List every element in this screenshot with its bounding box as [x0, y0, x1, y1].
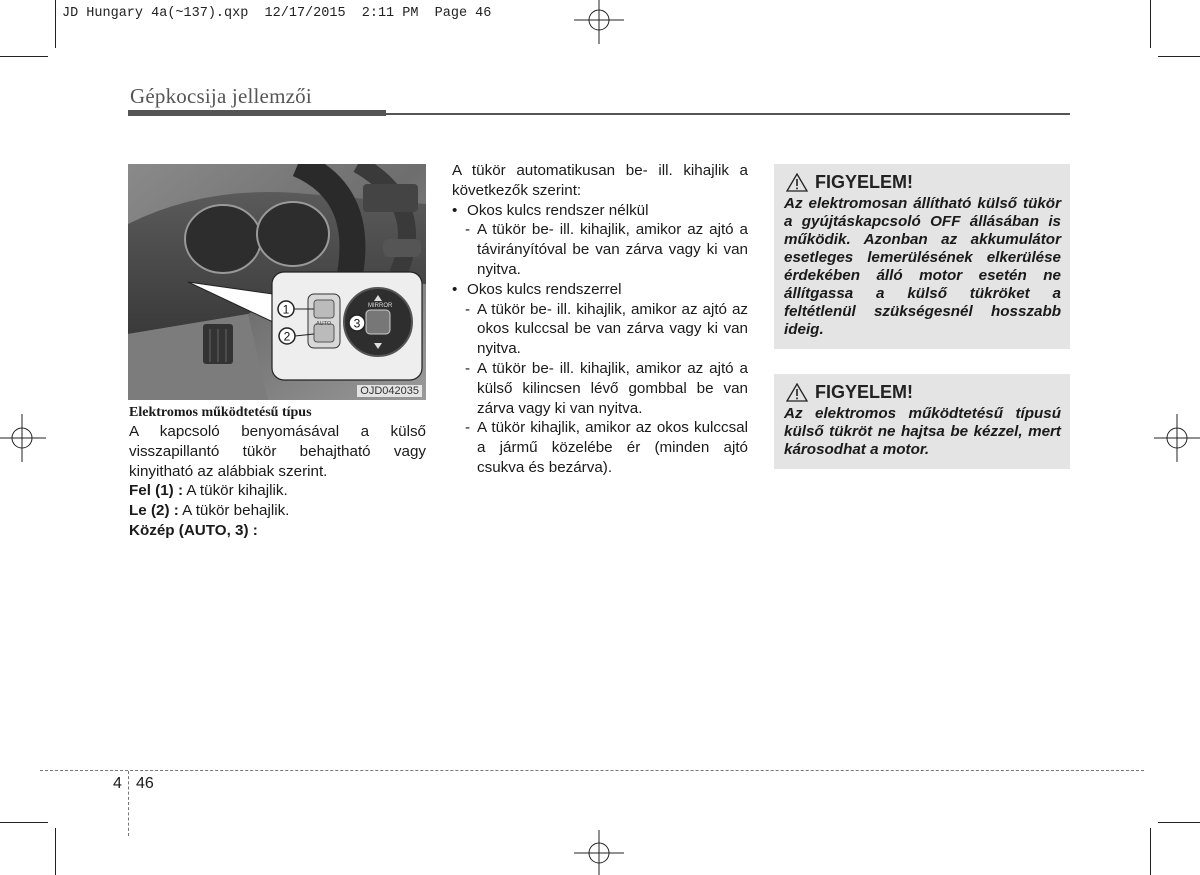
list-item: Közép (AUTO, 3) :: [129, 521, 258, 539]
dashboard-illustration: [128, 164, 426, 400]
warning-title: FIGYELEM!: [815, 382, 913, 402]
warning-header: [786, 382, 1070, 403]
figure-code: OJD042035: [357, 385, 422, 397]
chapter-number: 4: [113, 775, 122, 792]
mirror-switch-photo: [128, 164, 426, 400]
subsection-title: Elektromos működtetésű típus: [129, 405, 312, 420]
page-number: 46: [136, 775, 154, 792]
header-rule-thick: [128, 110, 386, 116]
warning-box: [774, 374, 1070, 469]
callout-2: 2: [283, 329, 291, 344]
column-1: [129, 404, 426, 541]
bullet-item: • Okos kulcs rendszerrel: [452, 280, 622, 298]
footer-rule: [40, 770, 1144, 771]
warning-text: Az elektromos működtetésű típusú külső tükröt ne hajtsa be kézzel, mert károsodhat a motor.: [784, 405, 1061, 458]
warning-triangle-icon: [786, 173, 808, 192]
dash-item: - A tükör be- ill. kihajlik, amikor az ajtó az okos kulccsal be van zárva vagy ki van nyitva.: [465, 300, 748, 358]
callout-3: 3: [353, 316, 361, 331]
auto-fold-intro: A tükör automatikusan be- ill. kihajlik a következők szerint:: [452, 162, 748, 199]
callout-1: 1: [282, 302, 290, 317]
warning-box: [774, 164, 1070, 349]
mirror-label: MIRROR: [368, 303, 393, 309]
dash-item: - A tükör be- ill. kihajlik, amikor az ajtó a külső kilincsen lévő gombbal be van zárva vagy ki van nyitva.: [465, 359, 748, 417]
bullet-item: • Okos kulcs rendszer nélkül: [452, 201, 649, 219]
dash-item: - A tükör kihajlik, amikor az okos kulccsal a jármű közelébe ér (minden ajtó csukva és bezárva).: [465, 419, 748, 476]
warning-triangle-icon: [786, 383, 808, 402]
intro-paragraph: A kapcsoló benyomásával a külső visszapillantó tükör behajtható vagy kinyitható az alábbiak szerint.: [129, 423, 426, 480]
footer-divider: [128, 771, 129, 836]
dash-item: - A tükör be- ill. kihajlik, amikor az ajtó a távirányítóval be van zárva vagy ki van nyitva.: [465, 221, 748, 278]
section-title: Gépkocsija jellemzői: [130, 84, 312, 108]
print-slug: JD Hungary 4a(~137).qxp 12/17/2015 2:11 PM Page 46: [62, 6, 492, 21]
list-item: Fel (1) : A tükör kihajlik.: [129, 482, 288, 500]
auto-label: AUTO: [316, 321, 332, 327]
header-rule-thin: [386, 113, 1070, 115]
warning-text: Az elektromosan állítható külső tükör a gyújtáskapcsoló OFF állásában is működik. Azonban az akkumulátor esetleges lemerülésének elkerülése érdekében álló motor esetén ne állítgassa a külső tükröket a feltétlenül szükségesnél hosszabb ideig.: [784, 195, 1061, 338]
list-item: Le (2) : A tükör behajlik.: [129, 502, 290, 520]
warning-header: [786, 172, 1070, 193]
column-2: [452, 161, 748, 478]
warning-title: FIGYELEM!: [815, 172, 913, 192]
